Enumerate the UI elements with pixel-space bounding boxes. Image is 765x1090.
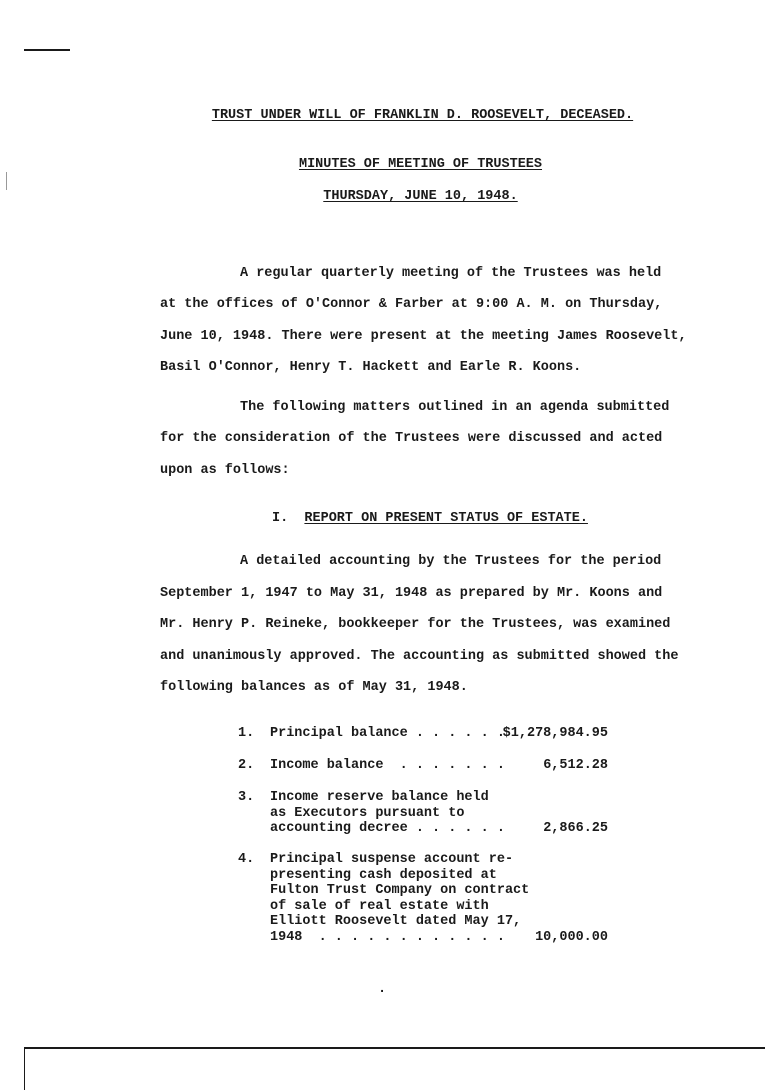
balance-1-number: 1.: [238, 726, 255, 741]
para3-line-3: Mr. Henry P. Reineke, bookkeeper for the Trustees, was examined: [160, 617, 671, 632]
section-number: I.: [272, 511, 289, 526]
balance-2-label: Income balance . . . . . . .: [270, 758, 505, 773]
para2-line-1: The following matters outlined in an agenda submitted: [240, 400, 670, 415]
para2-line-2: for the consideration of the Trustees were discussed and acted: [160, 431, 663, 446]
para3-line-2: September 1, 1947 to May 31, 1948 as prepared by Mr. Koons and: [160, 586, 663, 601]
balance-3-number: 3.: [238, 790, 255, 805]
balance-2-amount: 6,512.28: [543, 758, 608, 773]
para3-line-5: following balances as of May 31, 1948.: [160, 680, 468, 695]
scan-edge-bottom: [24, 1047, 765, 1049]
para2-line-3: upon as follows:: [160, 463, 290, 478]
balance-1-amount: $1,278,984.95: [502, 726, 608, 741]
balance-1-label: Principal balance . . . . . .: [270, 726, 505, 741]
balance-3-label: Income reserve balance held as Executors pursuant to accounting decree . . . . . .: [270, 790, 505, 836]
para1-line-4: Basil O'Connor, Henry T. Hackett and Earle R. Koons.: [160, 360, 582, 375]
document-title: TRUST UNDER WILL OF FRANKLIN D. ROOSEVELT, DECEASED.: [211, 108, 634, 123]
scan-mark-left-tick: [6, 172, 7, 190]
balance-4-label: Principal suspense account re- presenting cash deposited at Fulton Trust Company on contract of sale of real estate with Elliott Roosevelt dated May 17, 1948 . . . . . . . . . . . .: [270, 852, 530, 945]
balance-3-amount: 2,866.25: [543, 821, 608, 836]
balance-4-number: 4.: [238, 852, 255, 867]
para1-line-2: at the offices of O'Connor & Farber at 9:00 A. M. on Thursday,: [160, 297, 663, 312]
scan-mark-top-left: [24, 49, 70, 51]
para1-line-3: June 10, 1948. There were present at the meeting James Roosevelt,: [160, 329, 687, 344]
meeting-date: THURSDAY, JUNE 10, 1948.: [323, 189, 518, 204]
para3-line-4: and unanimously approved. The accounting as submitted showed the: [160, 649, 679, 664]
page-marker: .: [378, 982, 387, 997]
section-heading: [272, 511, 588, 526]
para1-line-1: A regular quarterly meeting of the Trustees was held: [240, 266, 662, 281]
section-title: REPORT ON PRESENT STATUS OF ESTATE.: [304, 511, 588, 526]
document-subtitle: MINUTES OF MEETING OF TRUSTEES: [298, 157, 543, 172]
balance-4-amount: 10,000.00: [535, 930, 608, 945]
para3-line-1: A detailed accounting by the Trustees for the period: [240, 554, 662, 569]
scan-edge-bottom-left: [24, 1047, 25, 1090]
balance-2-number: 2.: [238, 758, 255, 773]
